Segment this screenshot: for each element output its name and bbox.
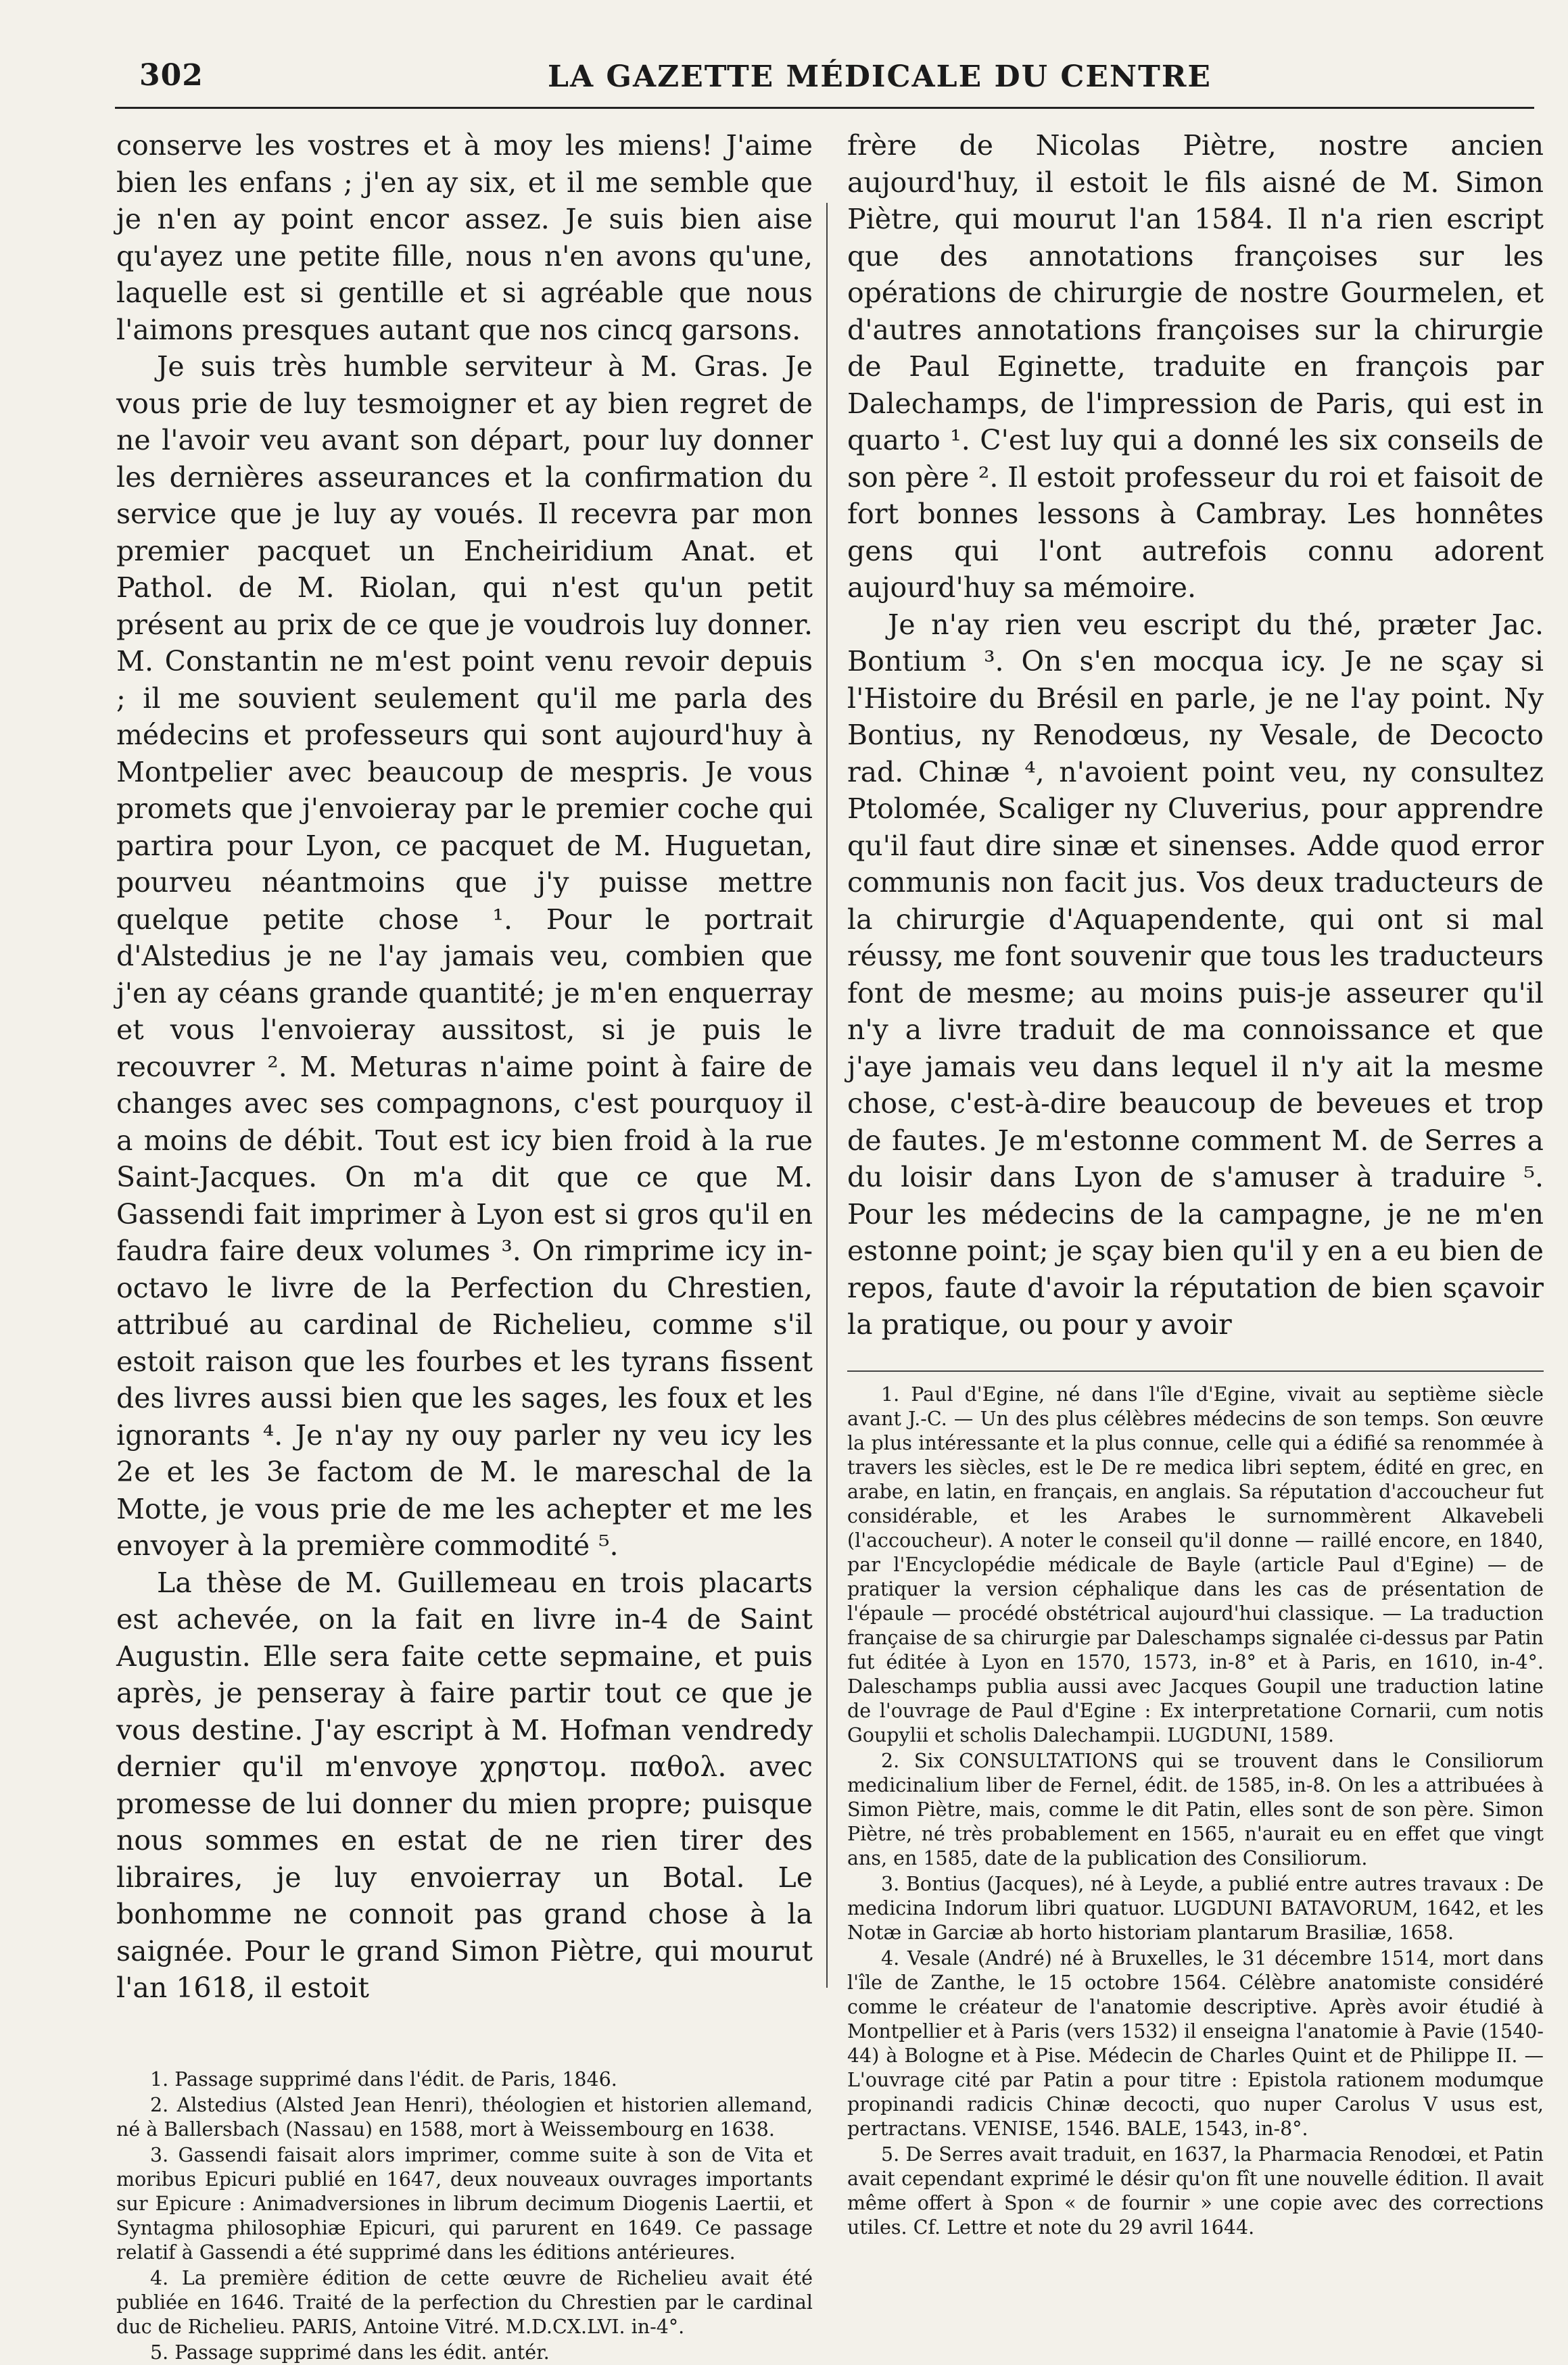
right-column xyxy=(847,127,1544,2240)
column-divider xyxy=(826,203,828,1988)
footnote: 3. Gassendi faisait alors imprimer, comme suite à son de Vita et moribus Epicuri publié en 1647, deux nouveaux ouvrages importants sur Epicure : Animadversiones in librum decimum Diogenis Laertii, et Syntagma philosophiæ Epicuri, qui parurent en 1649. Ce passage relatif à Gassendi a été supprimé dans les éditions antérieures. xyxy=(116,2143,813,2264)
left-footnotes xyxy=(116,2068,813,2365)
body-paragraph: La thèse de M. Guillemeau en trois placarts est achevée, on la fait en livre in-4 de Saint Augustin. Elle sera faite cette sepmaine, et puis après, je penseray à faire partir tout ce que je vous destine. J'ay escript à M. Hofman vendredy dernier qu'il m'envoye χρηστομ. παθολ. avec promesse de lui donner du mien propre; puisque nous sommes en estat de ne rien tirer des libraires, je luy envoierray un Botal. Le bonhomme ne connoit pas grand chose à la saignée. Pour le grand Simon Piètre, qui mourut l'an 1618, il estoit xyxy=(116,1566,813,2004)
footnote: 1. Passage supprimé dans l'édit. de Paris, 1846. xyxy=(150,2068,617,2091)
left-body-text xyxy=(116,127,813,2007)
body-paragraph: Je suis très humble serviteur à M. Gras. Je vous prie de luy tesmoigner et ay bien regret de ne l'avoir veu avant son départ, pour luy donner les dernières asseurances et la confirmation du service que je luy ay voués. Il recevra par mon premier pacquet un Encheiridium Anat. et Pathol. de M. Riolan, qui n'est qu'un petit présent au prix de ce que je voudrois luy donner. M. Constantin ne m'est point venu revoir depuis ; il me souvient seulement qu'il me parla des médecins et professeurs qui sont aujourd'huy à Montpelier avec beaucoup de mespris. Je vous promets que j'envoieray par le premier coche qui partira pour Lyon, ce pacquet de M. Huguetan, pourveu néantmoins que j'y puisse mettre quelque petite chose ¹. Pour le portrait d'Alstedius je ne l'ay jamais veu, combien que j'en ay céans grande quantité; je m'en enquerray et vous l'envoieray aussitost, si je puis le recouvrer ². M. Meturas n'aime point à faire de changes avec ses compagnons, c'est pourquoy il a moins de débit. Tout est icy bien froid à la rue Saint-Jacques. On m'a dit que ce que M. Gassendi fait imprimer à Lyon est si gros qu'il en faudra faire deux volumes ³. On rimprime icy in-octavo le livre de la Perfection du Chrestien, attribué au cardinal de Richelieu, comme s'il estoit raison que les fourbes et les tyrans fissent des livres aussi bien que les sages, les foux et les ignorants ⁴. Je n'ay ny ouy parler ny veu icy les 2e et les 3e factom de M. le mareschal de la Motte, je vous prie de me les achepter et me les envoyer à la première commodité ⁵. xyxy=(116,350,813,1562)
footnote: 4. Vesale (André) né à Bruxelles, le 31 décembre 1514, mort dans l'île de Zanthe, le 15 octobre 1564. Célèbre anatomiste considéré comme le créateur de l'anatomie descriptive. Après avoir étudié à Montpellier et à Paris (vers 1532) il enseigna l'anatomie à Pavie (1540-44) à Bologne et à Pise. Médecin de Charles Quint et de Philippe II. — L'ouvrage cité par Patin a pour titre : Epistola rationem modumque propinandi radicis Chinæ decocti, quo nuper Carolus V usus est, pertractans. VENISE, 1546. BALE, 1543, in-8°. xyxy=(847,1946,1544,2140)
left-column xyxy=(116,127,813,2365)
body-paragraph: Je n'ay rien veu escript du thé, præter Jac. Bontium ³. On s'en mocqua icy. Je ne sçay si l'Histoire du Brésil en parle, je ne l'ay point. Ny Bontius, ny Renodœus, ny Vesale, de Decocto rad. Chinæ ⁴, n'avoient point veu, ny consultez Ptolomée, Scaliger ny Cluverius, pour apprendre qu'il faut dire sinæ et sinenses. Adde quod error communis non facit jus. Vos deux traducteurs de la chirurgie d'Aquapendente, qui ont si mal réussy, me font souvenir que tous les traducteurs font de mesme; au moins puis-je asseurer qu'il n'y a livre traduit de ma connoissance et que j'aye jamais veu dans lequel il n'y ait la mesme chose, c'est-à-dire beaucoup de beveues et trop de fautes. Je m'estonne comment M. de Serres a du loisir dans Lyon de s'amuser à traduire ⁵. Pour les médecins de la campagne, je ne m'en estonne point; je sçay bien qu'il y en a eu bien de repos, faute d'avoir la réputation de bien sçavoir la pratique, ou pour y avoir xyxy=(847,608,1544,1341)
page-header xyxy=(115,54,1548,101)
right-body-text xyxy=(847,127,1544,1343)
header-rule xyxy=(115,107,1534,109)
footnote: 3. Bontius (Jacques), né à Leyde, a publié entre autres travaux : De medicina Indorum libri quatuor. LUGDUNI BATAVORUM, 1642, et les Notæ in Garciæ ab horto historiam plantarum Brasiliæ, 1658. xyxy=(847,1872,1544,1944)
footnote-separator xyxy=(847,1370,1544,1372)
footnote: 5. De Serres avait traduit, en 1637, la Pharmacia Renodœi, et Patin avait cependant exprimé le désir qu'on fît une nouvelle édition. Il avait même offert à Spon « de fournir » une copie avec des corrections utiles. Cf. Lettre et note du 29 avril 1644. xyxy=(847,2143,1544,2239)
running-title: LA GAZETTE MÉDICALE DU CENTRE xyxy=(548,59,1212,94)
right-footnotes xyxy=(847,1370,1544,2240)
page-number: 302 xyxy=(139,58,204,93)
footnote: 1. Paul d'Egine, né dans l'île d'Egine, vivait au septième siècle avant J.-C. — Un des plus célèbres médecins de son temps. Son œuvre la plus intéressante et la plus connue, celle qui a édifié sa renommée à travers les siècles, est le De re medica libri septem, édité en grec, en arabe, en latin, en français, en anglais. Sa réputation d'accoucheur fut considérable, et les Arabes le surnommèrent Alkavebeli (l'accoucheur). A noter le conseil qu'il donne — raillé encore, en 1840, par l'Encyclopédie médicale de Bayle (article Paul d'Egine) — de pratiquer la version céphalique dans les cas de présentation de l'épaule — procédé obstétrical aujourd'hui classique. — La traduction française de sa chirurgie par Daleschamps signalée ci-dessus par Patin fut éditée à Lyon en 1570, 1573, in-8° et à Paris, en 1610, in-4°. Daleschamps publia aussi avec Jacques Goupil une traduction latine de l'ouvrage de Paul d'Egine : Ex interpretatione Cornarii, cum notis Goupylii et scholis Dalechampii. LUGDUNI, 1589. xyxy=(847,1383,1544,1746)
footnote: 4. La première édition de cette œuvre de Richelieu avait été publiée en 1646. Traité de la perfection du Chrestien par le cardinal duc de Richelieu. PARIS, Antoine Vitré. M.D.CX.LVI. in-4°. xyxy=(116,2266,813,2338)
footnote: 2. Six CONSULTATIONS qui se trouvent dans le Consiliorum medicinalium liber de Fernel, édit. de 1585, in-8. On les a attribuées à Simon Piètre, mais, comme le dit Patin, elles sont de son père. Simon Piètre, né très probablement en 1565, n'aurait eu en effet que vingt ans, en 1585, date de la publication des Consiliorum. xyxy=(847,1749,1544,1869)
body-paragraph: conserve les vostres et à moy les miens! J'aime bien les enfans ; j'en ay six, et il me semble que je n'en ay point encor assez. Je suis bien aise qu'ayez une petite fille, nous n'en avons qu'une, laquelle est si gentille et si agréable que nous l'aimons presques autant que nos cincq garsons. xyxy=(116,129,813,346)
body-paragraph: frère de Nicolas Piètre, nostre ancien aujourd'huy, il estoit le fils aisné de M. Simon Piètre, qui mourut l'an 1584. Il n'a rien escript que des annotations françoises sur les opérations de chirurgie de nostre Gourmelen, et d'autres annotations françoises sur la chirurgie de Paul Eginette, traduite en françois par Dalechamps, de l'impression de Paris, qui est in quarto ¹. C'est luy qui a donné les six conseils de son père ². Il estoit professeur du roi et faisoit de fort bonnes lessons à Cambray. Les honnêtes gens qui l'ont autrefois connu adorent aujourd'huy sa mémoire. xyxy=(847,129,1544,604)
footnote: 2. Alstedius (Alsted Jean Henri), théologien et historien allemand, né à Ballersbach (Nassau) en 1588, mort à Weissembourg en 1638. xyxy=(116,2093,813,2141)
footnote: 5. Passage supprimé dans les édit. antér. xyxy=(150,2341,550,2364)
